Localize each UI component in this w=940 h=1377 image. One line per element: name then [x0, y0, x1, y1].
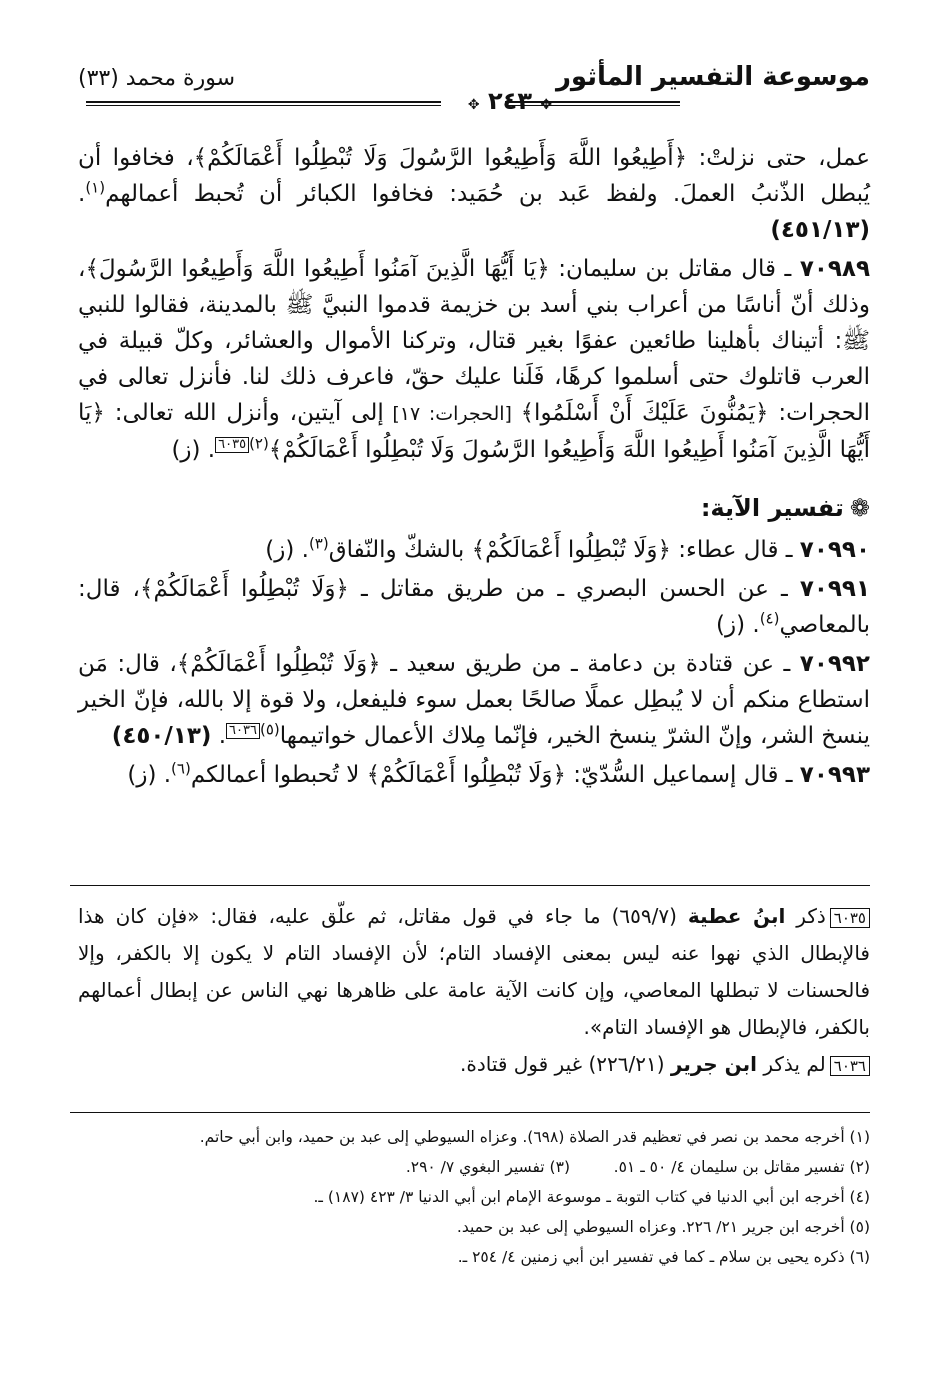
- text: .: [211, 723, 227, 749]
- narration-70989: [78, 251, 870, 468]
- volume-reference: (٤٥١/١٣): [770, 217, 870, 243]
- text: عمل، حتى نزلتْ:: [687, 145, 870, 171]
- flower-icon: ❁: [849, 494, 870, 522]
- text: ، قال: مَن استطاع منكم أن لا يُبطِل عملًا صالحًا بعمل سوء فليفعل، ولا قوة إلا بالله، فإنّ الخير ينسخ الشر، وإنّ الشرّ ينسخ الخير، فإنّما مِلاك الأعمال خواتيمها: [78, 651, 870, 749]
- footnote-6: (٦) ذكره يحيى بن سلام ـ كما في تفسير ابن أبي زمنين ٤/ ٢٥٤ ـ.: [457, 1248, 870, 1266]
- quran-verse: ﴿وَلَا تُبْطِلُوا أَعْمَالَكُمْ﴾: [140, 576, 349, 602]
- footnote-4: (٤) أخرجه ابن أبي الدنيا في كتاب التوبة ـ موسوعة الإمام ابن أبي الدنيا ٣/ ٤٢٣ (١٨٧) ـ.: [313, 1188, 870, 1206]
- text: لم يذكر: [757, 1052, 826, 1076]
- section-heading: [78, 490, 870, 526]
- footnotes: [78, 1122, 870, 1272]
- editorial-note-6035: [78, 898, 870, 1046]
- text: (٢٢٦/٢١) غير قول قتادة.: [459, 1052, 671, 1076]
- quran-verse: ﴿يَا أَيُّهَا الَّذِينَ آمَنُوا أَطِيعُوا اللَّهَ وَأَطِيعُوا الرَّسُولَ وَلَا تُبْطِلُوا أَعْمَالَكُمْ﴾: [78, 400, 870, 463]
- footnote-marker[interactable]: (٦): [171, 759, 191, 778]
- narration-70993: [78, 757, 870, 793]
- quran-verse: ﴿وَلَا تُبْطِلُوا أَعْمَالَكُمْ﴾: [366, 762, 566, 788]
- text: ، فخافوا أن يُبطل الذّنبُ العملَ. ولفظ عَبد بن حُمَيد: فخافوا الكبائر أن تُحبط أعمالهم: [78, 145, 870, 207]
- narration-70991: [78, 571, 870, 643]
- ornament-icon: ✥: [540, 97, 553, 113]
- page-number: ٢٤٣: [488, 87, 532, 115]
- narration-70992: [78, 646, 870, 754]
- book-title: موسوعة التفسير المأثور: [555, 62, 870, 92]
- notes-divider: [70, 885, 870, 886]
- text: لا تُحبطوا أعمالكم: [190, 762, 367, 788]
- editorial-note-6036: [78, 1046, 870, 1083]
- author-name: ابن جرير: [670, 1052, 758, 1076]
- page-header: [78, 60, 870, 116]
- text: ، وذلك أنّ أناسًا من أعراب بني أسد بن خزيمة قدموا النبيَّ ﷺ بالمدينة، فقالوا للنبي ﷺ: أتيناك بأهلينا طائعين عفوًا بغير قتال، وتركنا الأموال والعشائر، وكلّ قبيلة في العرب قاتلوك حتى أسلموا كرهًا، فَلَنا عليك حقّ، فاعرف ذلك لنا. فأنزل تعالى في الحجرات:: [78, 256, 870, 426]
- footnotes-divider: [70, 1112, 870, 1113]
- main-text: [78, 140, 870, 796]
- author-name: ابنُ عطية: [687, 904, 786, 928]
- text: ـ قال إسماعيل السُّدّيّ:: [566, 762, 800, 788]
- text: ذكر: [785, 904, 826, 928]
- text: . (ز): [127, 762, 172, 788]
- footnote-marker[interactable]: (٤): [759, 609, 780, 628]
- text: (٦٥٩/٧) ما جاء في قول مقاتل، ثم علّق عليه، فقال: «فإن كان هذا فالإبطال الذي نهوا عنه ليس بمعنى الإفساد التام؛ لأن الإفساد التام لا يكون إلا بالكفر، وإلا فالحسنات لا تبطلها المعاصي، وإن كانت الآية عامة على ظاهرها نهي الناس عن إبطال أعمالهم بالكفر، فالإبطال هو الإفساد التام».: [78, 904, 870, 1039]
- surah-name: سورة محمد (٣٣): [78, 66, 236, 91]
- header-rule-left: [86, 101, 441, 106]
- footnote-1: (١) أخرجه محمد بن نصر في تعظيم قدر الصلاة (٦٩٨). وعزاه السيوطي إلى عبد بن حميد، وابن أبي حاتم.: [199, 1128, 870, 1146]
- volume-reference: (٤٥٠/١٣): [111, 723, 212, 749]
- text: . (ز): [265, 537, 309, 563]
- verse-reference: [الحجرات: ١٧]: [383, 403, 521, 425]
- ornament-icon: ✥: [467, 97, 480, 113]
- quran-verse: ﴿يَا أَيُّهَا الَّذِينَ آمَنُوا أَطِيعُوا اللَّهَ وَأَطِيعُوا الرَّسُولَ﴾: [85, 256, 550, 282]
- text: ـ عن الحسن البصري ـ من طريق مقاتل ـ: [348, 576, 800, 602]
- note-number-box: ٦٠٣٦: [830, 1056, 870, 1076]
- text: ، قال: بالمعاصي: [78, 576, 870, 638]
- narration-70990: [78, 532, 870, 568]
- text: . (ز): [171, 437, 216, 463]
- footnote-2: (٢) تفسير مقاتل بن سليمان ٤/ ٥٠ ـ ٥١.: [613, 1158, 870, 1176]
- footnote-5: (٥) أخرجه ابن جرير ٢١/ ٢٢٦. وعزاه السيوطي إلى عبد بن حميد.: [456, 1218, 870, 1236]
- quran-verse: ﴿أَطِيعُوا اللَّهَ وَأَطِيعُوا الرَّسُولَ وَلَا تُبْطِلُوا أَعْمَالَكُمْ﴾: [193, 145, 688, 171]
- footnote-marker[interactable]: (٥): [259, 720, 280, 739]
- text: بالشكّ والنّفاق: [328, 537, 472, 563]
- quran-verse: ﴿وَلَا تُبْطِلُوا أَعْمَالَكُمْ﴾: [176, 651, 381, 677]
- quran-verse: ﴿يَمُنُّونَ عَلَيْكَ أَنْ أَسْلَمُوا﴾: [520, 400, 769, 426]
- text: ـ قال عطاء:: [670, 537, 800, 563]
- narration-number: ٧٠٩٩٠: [799, 537, 870, 563]
- text: .: [78, 181, 86, 207]
- page-number-block: [444, 87, 576, 115]
- editorial-note-marker[interactable]: ٦٠٣٦: [226, 723, 260, 739]
- paragraph-continued: [78, 140, 870, 248]
- narration-number: ٧٠٩٩٢: [799, 651, 870, 677]
- footnote-row: [78, 1152, 870, 1182]
- text: ـ قال مقاتل بن سليمان:: [549, 256, 800, 282]
- editorial-notes: [78, 898, 870, 1083]
- narration-number: ٧٠٩٩٣: [799, 762, 870, 788]
- footnote-3: (٣) تفسير البغوي ٧/ ٢٩٠.: [405, 1158, 570, 1176]
- footnote-marker[interactable]: (٣): [308, 534, 329, 553]
- editorial-note-marker[interactable]: ٦٠٣٥: [215, 437, 249, 453]
- section-heading-text: تفسير الآية:: [700, 494, 844, 522]
- footnote-marker[interactable]: (١): [85, 178, 106, 197]
- text: ـ عن قتادة بن دعامة ـ من طريق سعيد ـ: [380, 651, 800, 677]
- narration-number: ٧٠٩٨٩: [799, 256, 871, 282]
- text: إلى آيتين، وأنزل الله تعالى:: [104, 400, 384, 426]
- footnote-marker[interactable]: (٢): [249, 434, 269, 453]
- text: . (ز): [716, 612, 760, 638]
- note-number-box: ٦٠٣٥: [830, 908, 870, 928]
- narration-number: ٧٠٩٩١: [799, 576, 871, 602]
- quran-verse: ﴿وَلَا تُبْطِلُوا أَعْمَالَكُمْ﴾: [471, 537, 671, 563]
